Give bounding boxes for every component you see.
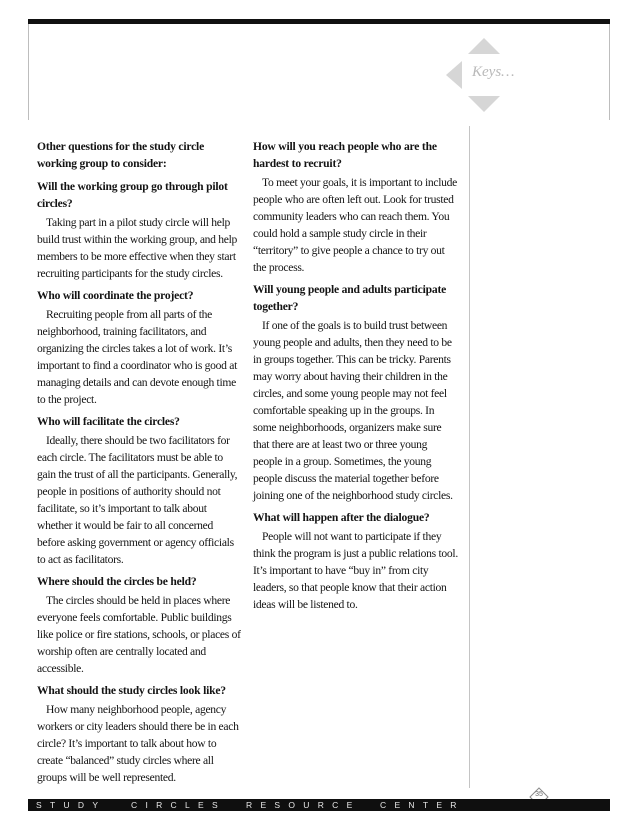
answer-look-like: How many neighborhood people, agency workers or city leaders should there be in each circle? It’s important to talk about how to create “balanced” study circles where all groups will be well represented. xyxy=(37,703,239,784)
answer-young-people: If one of the goals is to build trust between young people and adults, then they need to be in groups together. This can be tricky. Parents may worry about having their children in the circles, and some young people may not feel comfortable speaking up in the groups. In some neighborhoods, organizers make sure that there are at least two or three young people in a group. Sometimes, the young people discuss the material together before joining one of the neighborhood study circles. xyxy=(253,319,453,502)
footer-word-study: STUDY xyxy=(36,800,107,810)
right-column xyxy=(253,138,458,618)
answer-facilitate: Ideally, there should be two facilitators for each circle. The facilitators must be able to gain the trust of all the participants. Generally, people in positions of authority should not facilitate, so it’s important to talk about whether it would be fair to all concerned before asking government or agency officials to act as facilitators. xyxy=(37,434,238,566)
left-column xyxy=(37,138,242,791)
question-where-held: Where should the circles be held? xyxy=(37,575,197,588)
question-hardest-to-recruit: How will you reach people who are the hardest to recruit? xyxy=(253,140,437,170)
question-look-like: What should the study circles look like? xyxy=(37,684,226,697)
page-number: 35 xyxy=(535,791,543,798)
keys-sidebar xyxy=(442,36,532,114)
question-pilot-circles: Will the working group go through pilot circles? xyxy=(37,180,228,210)
footer-bar xyxy=(28,799,610,811)
margin-rule xyxy=(469,126,470,788)
keys-label: Keys… xyxy=(472,64,515,80)
frame-right-rule xyxy=(609,24,610,120)
answer-after-dialogue: People will not want to participate if they think the program is just a public relations tool. It’s important to have “buy in” from city leaders, so that people know that their action ideas will be listened to. xyxy=(253,530,458,611)
top-rule xyxy=(28,19,610,24)
question-after-dialogue: What will happen after the dialogue? xyxy=(253,511,430,524)
intro-heading: Other questions for the study circle working group to consider: xyxy=(37,140,205,170)
footer-word-resource: RESOURCE xyxy=(246,800,361,810)
answer-where-held: The circles should be held in places where everyone feels comfortable. Public buildings like police or fire stations, schools, or places of worship often are centrally located and accessible. xyxy=(37,594,241,675)
question-coordinate: Who will coordinate the project? xyxy=(37,289,194,302)
footer-word-center: CENTER xyxy=(380,800,465,810)
answer-coordinate: Recruiting people from all parts of the neighborhood, training facilitators, and organizing the circles takes a lot of work. It’s important to find a coordinator who is good at managing details and can devote enough time to the project. xyxy=(37,308,237,406)
answer-hardest-to-recruit: To meet your goals, it is important to include people who are often left out. Look for trusted community leaders who can reach them. You could hold a sample study circle in their “territory” to give people a chance to try out the process. xyxy=(253,176,458,274)
answer-pilot-circles: Taking part in a pilot study circle will help build trust within the working group, and help members to be more effective when they start recruiting participants for the study circles. xyxy=(37,216,238,280)
frame-left-rule xyxy=(28,24,29,120)
question-young-people: Will young people and adults participate together? xyxy=(253,283,447,313)
question-facilitate: Who will facilitate the circles? xyxy=(37,415,180,428)
footer-word-circles: CIRCLES xyxy=(131,800,226,810)
